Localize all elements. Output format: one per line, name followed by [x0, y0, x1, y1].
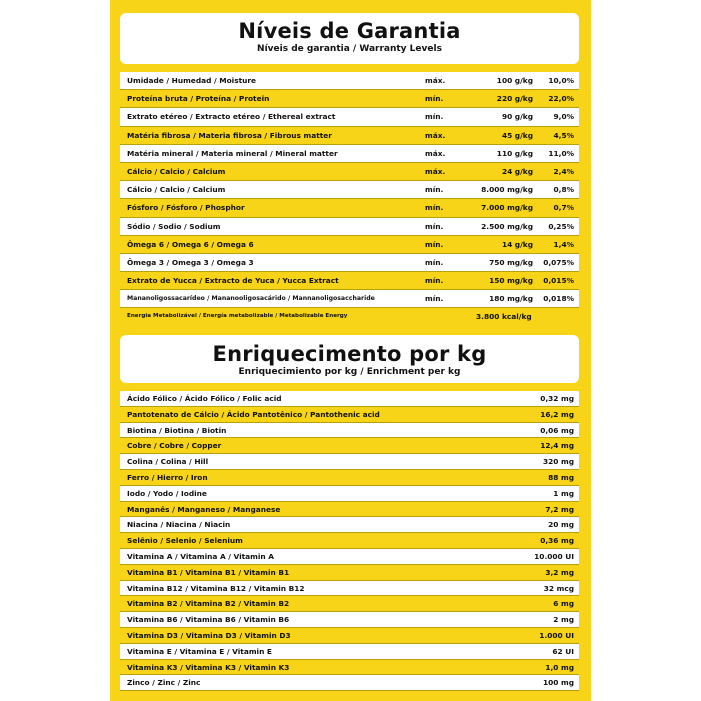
- nutrient-name: Vitamina D3 / Vitamina D3 / Vitamin D3: [127, 630, 291, 640]
- nutrient-value: 10.000 UI: [534, 551, 574, 561]
- enrichment-subtitle: Enriquecimiento por kg / Enrichment per kg: [238, 367, 461, 377]
- guarantee-title: Níveis de Garantia: [238, 19, 461, 43]
- table-row: [120, 644, 579, 660]
- nutrient-name: Cálcio / Calcio / Calcium: [127, 166, 226, 176]
- table-row: [120, 407, 579, 423]
- nutrient-value: 100 g/kg: [496, 76, 533, 85]
- nutrient-percent: 0,075%: [543, 257, 574, 267]
- limit-qualifier: mín.: [425, 294, 444, 304]
- nutrient-value: 750 mg/kg: [489, 257, 533, 267]
- table-row: [120, 628, 579, 644]
- nutrient-name: Niacina / Niacina / Niacin: [127, 520, 231, 530]
- table-row: [120, 581, 579, 597]
- nutrient-percent: 0,25%: [548, 221, 574, 231]
- nutrient-percent: 0,8%: [553, 185, 574, 195]
- energy-row: [120, 308, 579, 326]
- limit-qualifier: mín.: [425, 276, 444, 286]
- nutrient-name: Iodo / Yodo / Iodine: [127, 488, 207, 498]
- nutrient-name: Cobre / Cobre / Copper: [127, 441, 222, 451]
- nutrient-value: 100 mg: [543, 678, 574, 688]
- nutrient-value: 180 mg/kg: [489, 294, 533, 304]
- nutrient-name: Vitamina B1 / Vitamina B1 / Vitamin B1: [127, 567, 290, 577]
- guarantee-subtitle: Níveis de garantia / Warranty Levels: [257, 44, 442, 54]
- nutrient-name: Vitamina B12 / Vitamina B12 / Vitamin B12: [127, 583, 305, 593]
- table-row: [120, 486, 579, 502]
- nutrient-value: 0,36 mg: [540, 536, 574, 546]
- nutrient-value: 150 mg/kg: [489, 276, 533, 286]
- nutrient-name: Proteína bruta / Proteína / Protein: [127, 94, 270, 104]
- nutrient-value: 0,06 mg: [540, 425, 574, 435]
- table-row: [120, 254, 579, 272]
- table-row: [120, 502, 579, 518]
- nutrient-value: 12,4 mg: [540, 441, 574, 451]
- nutrient-value: 1.000 UI: [539, 630, 574, 640]
- nutrient-percent: 0,018%: [543, 294, 574, 304]
- nutrient-value: 20 mg: [548, 520, 574, 530]
- table-row: [120, 236, 579, 254]
- limit-qualifier: máx.: [425, 130, 446, 140]
- nutrient-name: Extrato de Yucca / Extracto de Yuca / Yucca Extract: [127, 276, 339, 286]
- limit-qualifier: mín.: [425, 203, 444, 213]
- nutrient-name: Zinco / Zinc / Zinc: [127, 678, 201, 688]
- nutrient-name: Sódio / Sodio / Sodium: [127, 221, 221, 231]
- table-row: [120, 612, 579, 628]
- nutrient-percent: 2,4%: [553, 166, 574, 176]
- enrichment-title: Enriquecimento por kg: [212, 342, 487, 366]
- nutrient-value: 90 g/kg: [501, 112, 533, 122]
- nutrient-value: 7.000 mg/kg: [481, 203, 533, 213]
- limit-qualifier: máx.: [425, 148, 446, 158]
- energy-label: Energia Metabolizável / Energía metabolizable / Metabolizable Energy: [127, 313, 348, 320]
- enrichment-header: [120, 335, 579, 383]
- nutrient-percent: 9,0%: [553, 112, 574, 122]
- table-row: [120, 163, 579, 181]
- limit-qualifier: mín.: [425, 257, 444, 267]
- limit-qualifier: mín.: [425, 239, 444, 249]
- nutrient-value: 32 mcg: [543, 583, 574, 593]
- nutrient-name: Matéria mineral / Materia mineral / Mineral matter: [127, 148, 338, 158]
- table-row: [120, 454, 579, 470]
- nutrient-percent: 4,5%: [553, 130, 574, 140]
- table-row: [120, 391, 579, 407]
- nutrient-name: Extrato etéreo / Extracto etéreo / Ethereal extract: [127, 112, 336, 122]
- table-row: [120, 596, 579, 612]
- table-row: [120, 660, 579, 676]
- nutrient-value: 0,32 mg: [540, 394, 574, 403]
- nutrient-value: 320 mg: [543, 457, 574, 467]
- table-row: [120, 438, 579, 454]
- guarantee-header: [120, 13, 579, 64]
- nutrient-value: 7,2 mg: [545, 504, 574, 514]
- nutrient-percent: 1,4%: [553, 239, 574, 249]
- table-row: [120, 145, 579, 163]
- limit-qualifier: mín.: [425, 112, 444, 122]
- table-row: [120, 533, 579, 549]
- guarantee-table: [120, 72, 579, 327]
- table-row: [120, 290, 579, 308]
- nutrient-percent: 0,7%: [553, 203, 574, 213]
- nutrient-name: Selênio / Selenio / Selenium: [127, 536, 243, 546]
- nutrient-value: 1,0 mg: [545, 662, 574, 672]
- nutrient-percent: 22,0%: [548, 94, 574, 104]
- nutrient-name: Vitamina B6 / Vitamina B6 / Vitamin B6: [127, 615, 290, 625]
- nutrient-value: 14 g/kg: [501, 239, 533, 249]
- nutrient-value: 2 mg: [553, 615, 574, 625]
- nutrient-name: Ômega 3 / Omega 3 / Omega 3: [127, 257, 254, 267]
- nutrient-name: Vitamina K3 / Vitamina K3 / Vitamin K3: [127, 662, 290, 672]
- nutrient-name: Vitamina A / Vitamina A / Vitamin A: [127, 551, 274, 561]
- nutrient-value: 88 mg: [548, 472, 574, 482]
- limit-qualifier: máx.: [425, 76, 446, 85]
- table-row: [120, 108, 579, 126]
- nutrient-name: Umidade / Humedad / Moisture: [127, 76, 257, 85]
- nutrient-value: 6 mg: [553, 599, 574, 609]
- table-row: [120, 127, 579, 145]
- nutrient-value: 8.000 mg/kg: [481, 185, 533, 195]
- nutrient-name: Biotina / Biotina / Biotin: [127, 425, 227, 435]
- nutrient-value: 24 g/kg: [501, 166, 533, 176]
- nutrient-name: Cálcio / Calcio / Calcium: [127, 185, 226, 195]
- nutrient-name: Ômega 6 / Omega 6 / Omega 6: [127, 239, 254, 249]
- energy-value: 3.800 kcal/kg: [476, 312, 532, 322]
- nutrient-name: Ferro / Hierro / Iron: [127, 472, 208, 482]
- nutrient-value: 45 g/kg: [501, 130, 533, 140]
- limit-qualifier: máx.: [425, 166, 446, 176]
- nutrient-value: 16,2 mg: [540, 409, 574, 419]
- table-row: [120, 549, 579, 565]
- nutrient-percent: 10,0%: [548, 76, 574, 85]
- table-row: [120, 199, 579, 217]
- table-row: [120, 675, 579, 691]
- nutrient-percent: 11,0%: [548, 148, 574, 158]
- table-row: [120, 470, 579, 486]
- nutrient-name: Mananoligossacarídeo / Mananooligosacárido / Mannanoligosaccharide: [127, 295, 375, 303]
- nutrient-value: 110 g/kg: [496, 148, 533, 158]
- nutrient-value: 220 g/kg: [496, 94, 533, 104]
- table-row: [120, 517, 579, 533]
- enrichment-table: [120, 391, 579, 691]
- table-row: [120, 423, 579, 439]
- nutrient-name: Vitamina B2 / Vitamina B2 / Vitamin B2: [127, 599, 290, 609]
- nutrient-name: Vitamina E / Vitamina E / Vitamin E: [127, 646, 272, 656]
- nutrient-value: 1 mg: [553, 488, 574, 498]
- table-row: [120, 72, 579, 90]
- nutrient-percent: 0,015%: [543, 276, 574, 286]
- nutrient-name: Fósforo / Fósforo / Phosphor: [127, 203, 245, 213]
- limit-qualifier: mín.: [425, 221, 444, 231]
- nutrient-value: 62 UI: [552, 646, 574, 656]
- table-row: [120, 181, 579, 199]
- limit-qualifier: mín.: [425, 94, 444, 104]
- table-row: [120, 565, 579, 581]
- limit-qualifier: mín.: [425, 185, 444, 195]
- nutrient-value: 3,2 mg: [545, 567, 574, 577]
- nutrient-name: Manganês / Manganeso / Manganese: [127, 504, 281, 514]
- table-row: [120, 90, 579, 108]
- nutrient-value: 2.500 mg/kg: [481, 221, 533, 231]
- table-row: [120, 272, 579, 290]
- nutrient-name: Pantotenato de Cálcio / Ácido Pantotênico / Pantothenic acid: [127, 409, 380, 419]
- table-row: [120, 218, 579, 236]
- nutrient-name: Matéria fibrosa / Materia fibrosa / Fibrous matter: [127, 130, 332, 140]
- nutrient-name: Colina / Colina / Hill: [127, 457, 209, 467]
- nutrient-name: Ácido Fólico / Ácido Fólico / Folic acid: [127, 394, 282, 403]
